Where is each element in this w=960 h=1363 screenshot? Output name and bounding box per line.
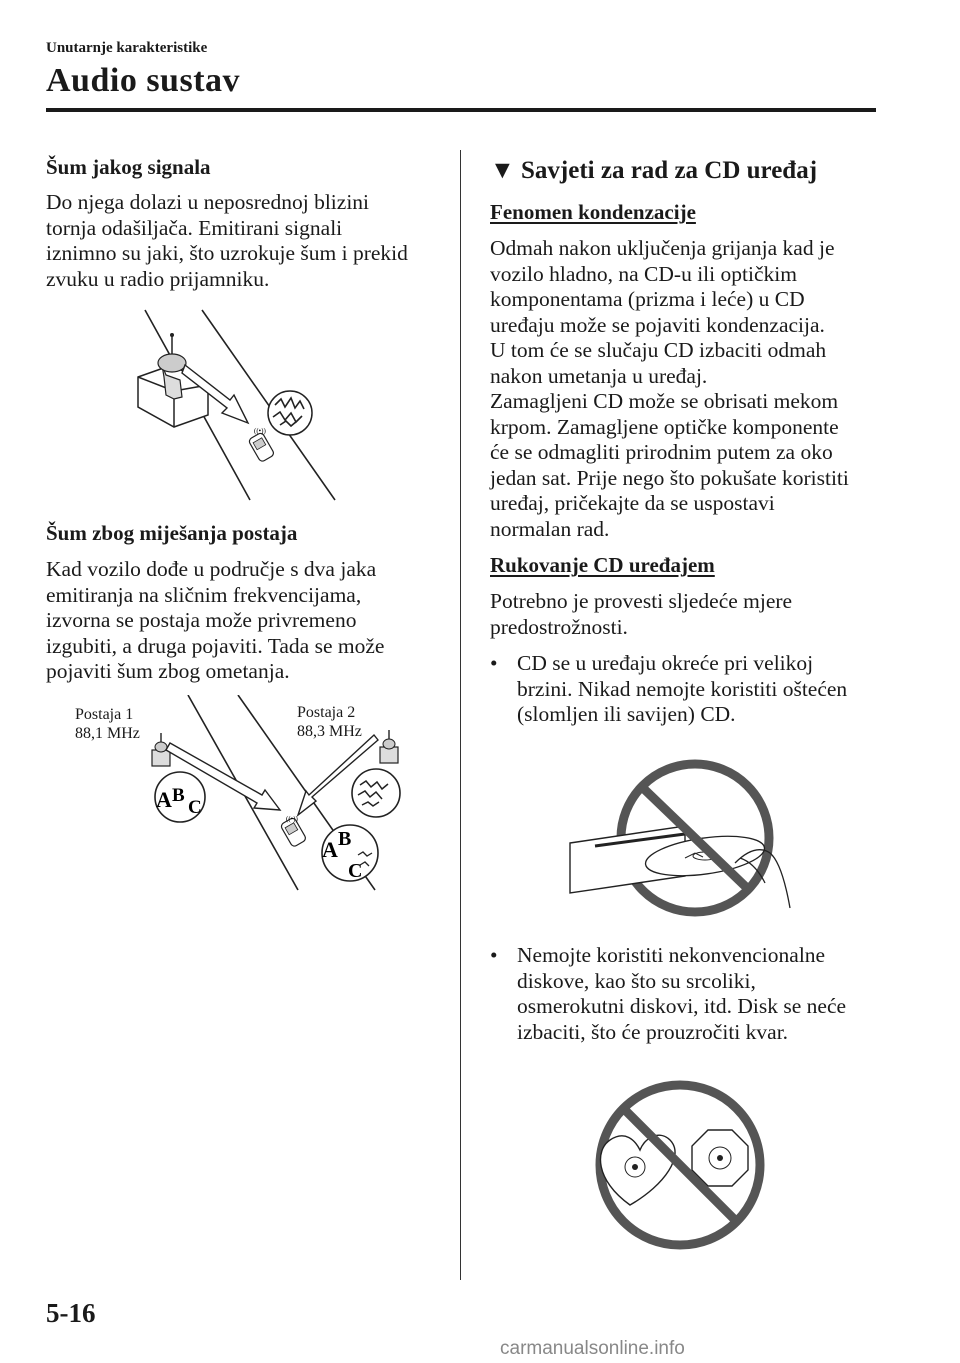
handling-paragraph — [490, 589, 890, 640]
no-damaged-cd-illustration — [565, 758, 805, 918]
text-line: izvorna se postaja može privremeno — [46, 608, 357, 632]
strong-signal-illustration — [130, 305, 350, 505]
text-line: nakon umetanja u uređaj. — [490, 363, 708, 388]
bullet-icon: • — [490, 943, 498, 967]
text-line: vozilo hladno, na CD-u ili optičkim — [490, 261, 797, 286]
text-line: Nemojte koristiti nekonvencionalne — [517, 943, 826, 967]
text-line: (slomljen ili savijen) CD. — [517, 702, 736, 726]
text-line: predostrožnosti. — [490, 614, 628, 639]
text-line: Do njega dolazi u neposrednoj blizini — [46, 190, 370, 214]
cd-tips-title: Savjeti za rad za CD uređaj — [521, 157, 818, 184]
text-line: U tom će se slučaju CD izbaciti odmah — [490, 338, 827, 362]
bullet-unconventional-discs — [490, 943, 890, 1053]
text-line: komponentama (prizma i leće) u CD — [490, 287, 805, 311]
text-line: krpom. Zamagljene optičke komponente — [490, 414, 839, 439]
station-1-label — [75, 705, 140, 743]
text-line: osmerokutni diskovi, itd. Disk se neće — [517, 994, 847, 1018]
text-line: tornja odašiljača. Emitirani signali — [46, 215, 343, 240]
header-rule — [46, 108, 876, 112]
triangle-marker-icon: ▼ — [490, 157, 515, 184]
strong-signal-heading: Šum jakog signala — [46, 155, 211, 179]
text-line: emitiranja na sličnim frekvencijama, — [46, 582, 362, 607]
text-line: Zamagljeni CD može se obrisati mekom — [490, 389, 839, 413]
chapter-title: Audio sustav — [46, 62, 241, 99]
interference-paragraph — [46, 557, 446, 685]
svg-text:B: B — [338, 828, 352, 850]
bullet-icon: • — [490, 651, 498, 675]
text-line: izgubiti, a druga pojaviti. Tada se može — [46, 633, 385, 658]
abc-letter: B — [172, 785, 185, 806]
text-line: iznimno su jaki, što uzrokuje šum i prekid — [46, 241, 408, 265]
station-1-frequency: 88,1 MHz — [75, 725, 140, 742]
text-line: zvuku u radio prijamniku. — [46, 266, 270, 291]
text-line: izbaciti, što će prouzročiti kvar. — [517, 1019, 789, 1044]
station-2-name: Postaja 2 — [297, 704, 356, 721]
section-label: Unutarnje karakteristike — [46, 40, 208, 56]
text-line: brzini. Nikad nemojte koristiti oštećen — [517, 676, 848, 701]
text-line: diskove, kao što su srcoliki, — [517, 968, 756, 993]
interference-heading: Šum zbog miješanja postaja — [46, 521, 298, 545]
text-line: pojaviti šum zbog ometanja. — [46, 659, 290, 683]
text-line: jedan sat. Prije nego što pokušate koristiti — [490, 465, 849, 490]
svg-text:C: C — [348, 860, 363, 882]
text-line: Kad vozilo dođe u područje s dva jaka — [46, 557, 377, 581]
handling-subheading: Rukovanje CD uređajem — [490, 553, 715, 577]
text-line: Odmah nakon uključenja grijanja kad je — [490, 236, 835, 260]
bullet-damaged-cd — [490, 651, 890, 731]
station-2-frequency: 88,3 MHz — [297, 723, 362, 740]
condensation-subheading: Fenomen kondenzacije — [490, 200, 696, 224]
text-line: CD se u uređaju okreće pri velikoj — [517, 651, 814, 675]
strong-signal-paragraph — [46, 190, 446, 292]
text-line: normalan rad. — [490, 516, 610, 541]
watermark: carmanualsonline.info — [500, 1338, 685, 1359]
condensation-paragraph — [490, 236, 890, 542]
station-1-name: Postaja 1 — [75, 706, 134, 723]
abc-letter: C — [188, 797, 202, 818]
svg-text:((•)): ((•)) — [286, 815, 298, 823]
cd-tips-heading — [490, 157, 817, 185]
text-line: uređaj, pričekajte da se uspostavi — [490, 491, 775, 515]
page-number: 5-16 — [46, 1298, 96, 1328]
text-line: uređaju može se pojaviti kondenzacija. — [490, 312, 825, 337]
text-line: Potrebno je provesti sljedeće mjere — [490, 589, 793, 613]
no-odd-shaped-discs-illustration — [590, 1075, 770, 1255]
interference-illustration — [140, 695, 410, 895]
svg-text:A: A — [322, 837, 338, 862]
text-line: će se odmagliti prirodnim putem za oko — [490, 440, 833, 464]
column-divider — [460, 150, 461, 1280]
abc-letter: A — [156, 787, 172, 812]
svg-text:((•)): ((•)) — [254, 427, 266, 435]
